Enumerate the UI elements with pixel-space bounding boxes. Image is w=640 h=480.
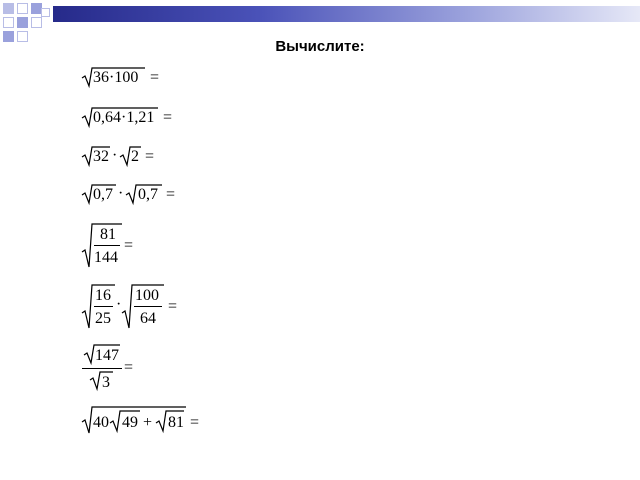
decorative-corner-pattern — [0, 0, 640, 40]
expression-6 — [82, 283, 192, 331]
header-gradient-bar — [53, 6, 640, 22]
expression-3 — [82, 145, 172, 169]
equals-sign: = — [145, 148, 155, 165]
denominator: 3 — [102, 374, 110, 391]
numerator: 100 — [135, 287, 159, 304]
numerator: 16 — [95, 287, 111, 304]
radical-sign — [82, 343, 162, 393]
equals-sign: = — [168, 298, 178, 315]
corner-square — [3, 17, 14, 28]
expression-5 — [82, 222, 162, 270]
expression-4 — [82, 183, 182, 207]
equals-sign: = — [163, 109, 173, 126]
radicand: 0,64·1,21 — [93, 109, 155, 126]
radicand: 49 — [122, 414, 138, 431]
coefficient: 40 — [93, 414, 109, 431]
multiply-dot: · — [116, 296, 122, 313]
radicand: 36·100 — [93, 69, 139, 86]
corner-square — [17, 17, 28, 28]
radicand: 32 — [93, 148, 109, 165]
multiply-dot: · — [112, 147, 118, 164]
slide-title: Вычислите: — [275, 38, 365, 55]
multiply-dot: · — [118, 185, 124, 202]
equals-sign: = — [124, 359, 134, 376]
corner-square — [31, 17, 42, 28]
numerator: 147 — [95, 347, 119, 364]
expression-7 — [82, 343, 162, 393]
radicand: 2 — [131, 148, 139, 165]
equals-sign: = — [190, 414, 200, 431]
plus-sign: + — [143, 414, 153, 431]
equals-sign: = — [166, 186, 176, 203]
corner-square — [41, 8, 50, 17]
expression-2 — [82, 106, 182, 130]
corner-square — [17, 3, 28, 14]
denominator: 144 — [94, 249, 118, 266]
radicand: 0,7 — [138, 186, 158, 203]
denominator: 25 — [95, 310, 111, 327]
equals-sign: = — [124, 237, 134, 254]
radicand: 0,7 — [93, 186, 113, 203]
denominator: 64 — [140, 310, 156, 327]
corner-square — [3, 3, 14, 14]
expression-1 — [82, 66, 172, 90]
expression-8 — [82, 406, 212, 436]
radicand: 81 — [168, 414, 184, 431]
equals-sign: = — [150, 69, 160, 86]
numerator: 81 — [100, 226, 116, 243]
